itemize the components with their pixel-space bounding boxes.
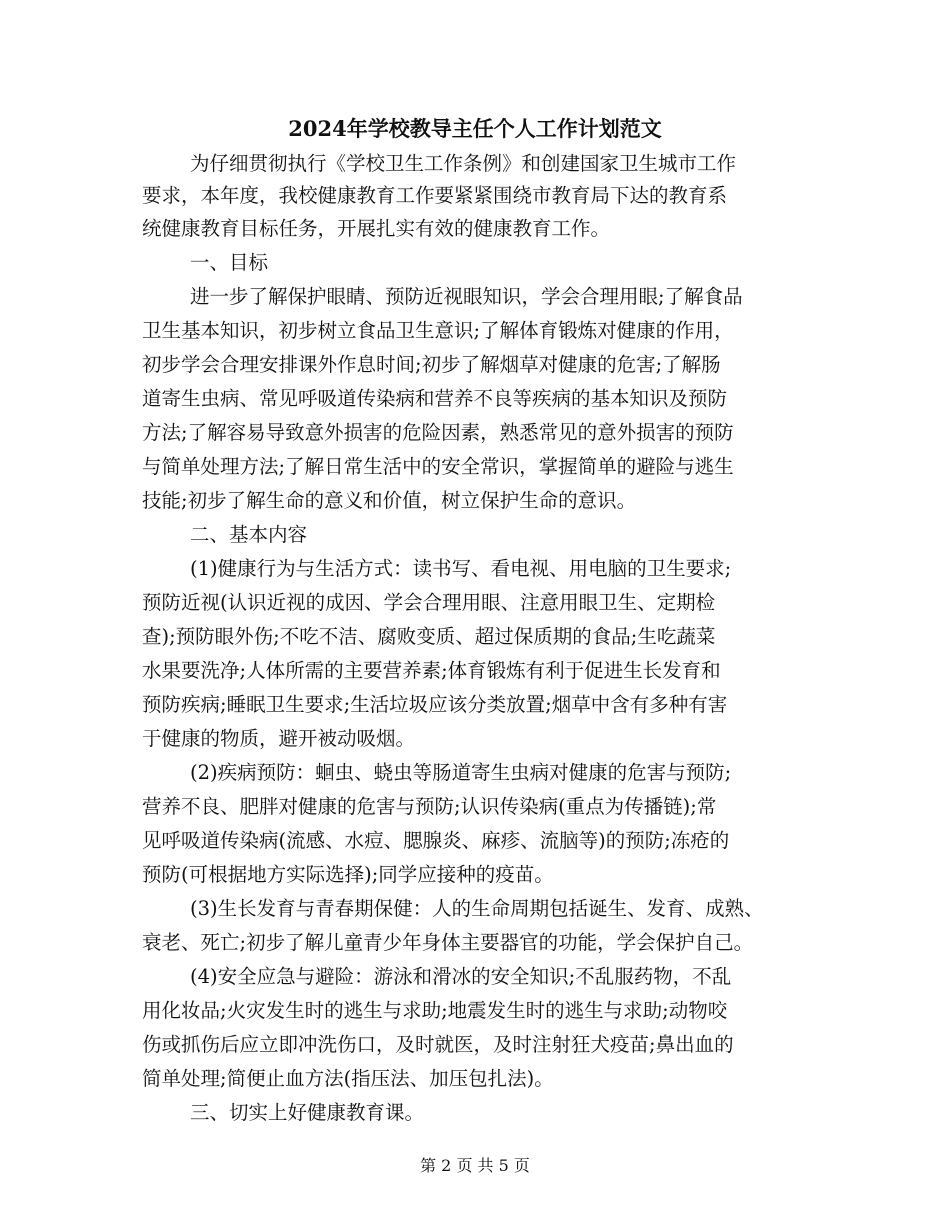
paragraph-line: (4)安全应急与避险：游泳和滑冰的安全知识;不乱服药物，不乱 <box>190 965 732 988</box>
paragraph-line: 简单处理;简便止血方法(指压法、加压包扎法)。 <box>142 1067 554 1090</box>
paragraph-line: 要求，本年度，我校健康教育工作要紧紧围绕市教育局下达的教育系 <box>142 184 728 207</box>
paragraph-line: 进一步了解保护眼睛、预防近视眼知识，学会合理用眼;了解食品 <box>190 285 743 308</box>
paragraph-line: 初步学会合理安排课外作息时间;初步了解烟草对健康的危害;了解肠 <box>142 353 721 376</box>
paragraph-line: 于健康的物质，避开被动吸烟。 <box>142 727 416 750</box>
paragraph-line: 卫生基本知识，初步树立食品卫生意识;了解体育锻炼对健康的作用， <box>142 319 734 342</box>
paragraph-line: 预防(可根据地方实际选择);同学应接种的疫苗。 <box>142 863 554 886</box>
paragraph-line: 查);预防眼外伤;不吃不洁、腐败变质、超过保质期的食品;生吃蔬菜 <box>142 625 716 648</box>
paragraph-line: 道寄生虫病、常见呼吸道传染病和营养不良等疾病的基本知识及预防 <box>142 387 728 410</box>
paragraph-line: (2)疾病预防：蛔虫、蛲虫等肠道寄生虫病对健康的危害与预防; <box>190 761 732 784</box>
paragraph-line: 统健康教育目标任务，开展扎实有效的健康教育工作。 <box>142 217 611 240</box>
document-title: 2024年学校教导主任个人工作计划范文 <box>288 116 662 141</box>
section-heading: 二、基本内容 <box>190 523 308 546</box>
paragraph-line: 与简单处理方法;了解日常生活中的安全常识，掌握简单的避险与逃生 <box>142 455 734 478</box>
paragraph-line: 营养不良、肥胖对健康的危害与预防;认识传染病(重点为传播链);常 <box>142 795 717 818</box>
paragraph-line: 伤或抓伤后应立即冲洗伤口，及时就医，及时注射狂犬疫苗;鼻出血的 <box>142 1033 734 1056</box>
paragraph-line: 预防疾病;睡眠卫生要求;生活垃圾应该分类放置;烟草中含有多种有害 <box>142 693 728 716</box>
paragraph-line: 预防近视(认识近视的成因、学会合理用眼、注意用眼卫生、定期检 <box>142 591 716 614</box>
section-heading: 一、目标 <box>190 251 269 274</box>
paragraph-line: 见呼吸道传染病(流感、水痘、腮腺炎、麻疹、流脑等)的预防;冻疮的 <box>142 829 730 852</box>
paragraph-line: 衰老、死亡;初步了解儿童青少年身体主要器官的功能，学会保护自己。 <box>142 931 754 954</box>
paragraph-line: (1)健康行为与生活方式：读书写、看电视、用电脑的卫生要求; <box>190 557 732 580</box>
paragraph-line: 水果要洗净;人体所需的主要营养素;体育锻炼有利于促进生长发育和 <box>142 659 721 682</box>
section-heading: 三、切实上好健康教育课。 <box>190 1101 425 1124</box>
paragraph-line: (3)生长发育与青春期保健：人的生命周期包括诞生、发育、成熟、 <box>190 897 764 920</box>
page-number-footer: 第 2 页 共 5 页 <box>420 1156 530 1175</box>
paragraph-line: 方法;了解容易导致意外损害的危险因素，熟悉常见的意外损害的预防 <box>142 421 734 444</box>
paragraph-line: 技能;初步了解生命的意义和价值，树立保护生命的意识。 <box>142 489 637 512</box>
paragraph-line: 为仔细贯彻执行《学校卫生工作条例》和创建国家卫生城市工作 <box>190 152 737 175</box>
paragraph-line: 用化妆品;火灾发生时的逃生与求助;地震发生时的逃生与求助;动物咬 <box>142 999 728 1022</box>
